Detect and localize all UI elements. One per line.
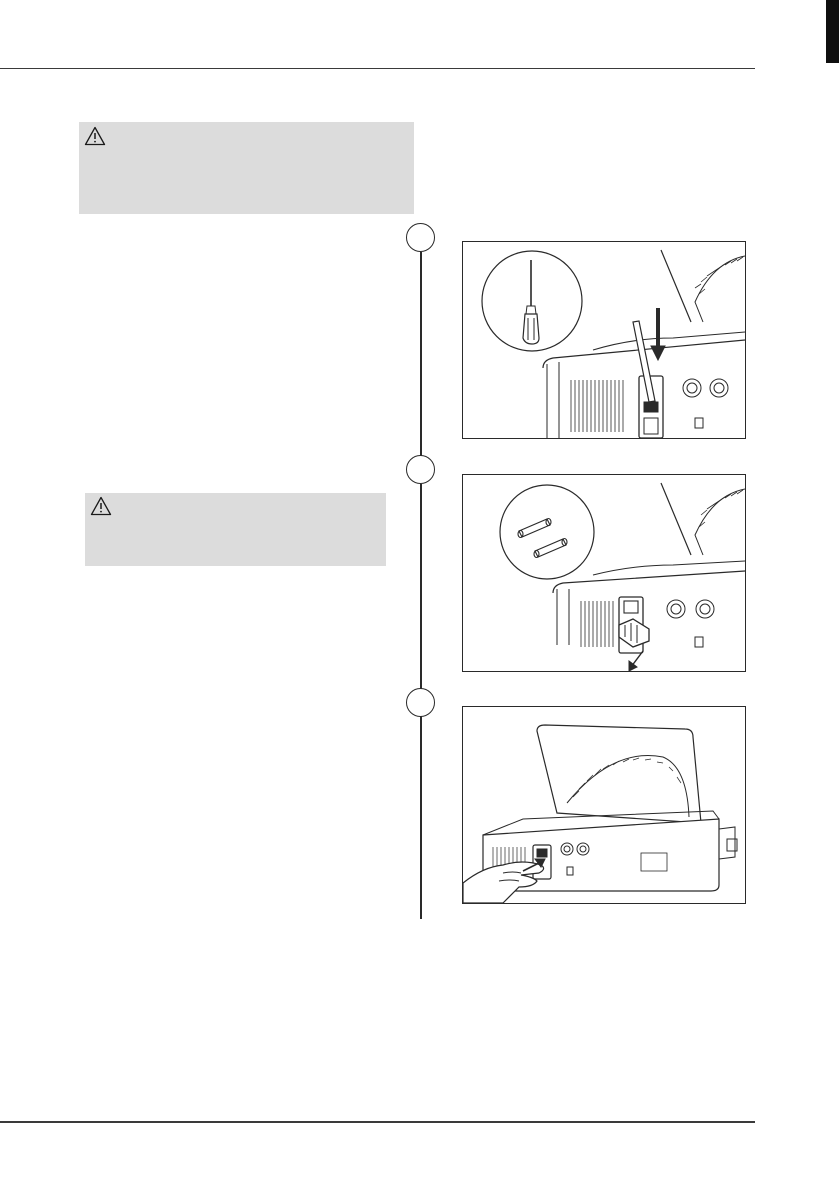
warning-triangle-icon [90,496,112,516]
timeline-line [420,716,422,919]
step-3-marker [406,688,435,717]
warning-box-main [79,122,414,214]
step-2-marker [406,455,435,484]
timeline-line [420,252,422,457]
timeline-line [420,484,422,689]
header-rule [0,68,755,69]
footer-rule [0,1121,755,1123]
step-1-marker [406,223,435,252]
step-2-illustration [462,474,746,672]
section-tab-marker [826,0,839,63]
step-1-illustration [462,241,746,439]
warning-box-step-2 [85,493,386,566]
step-3-illustration [462,706,746,904]
warning-triangle-icon [84,126,106,146]
